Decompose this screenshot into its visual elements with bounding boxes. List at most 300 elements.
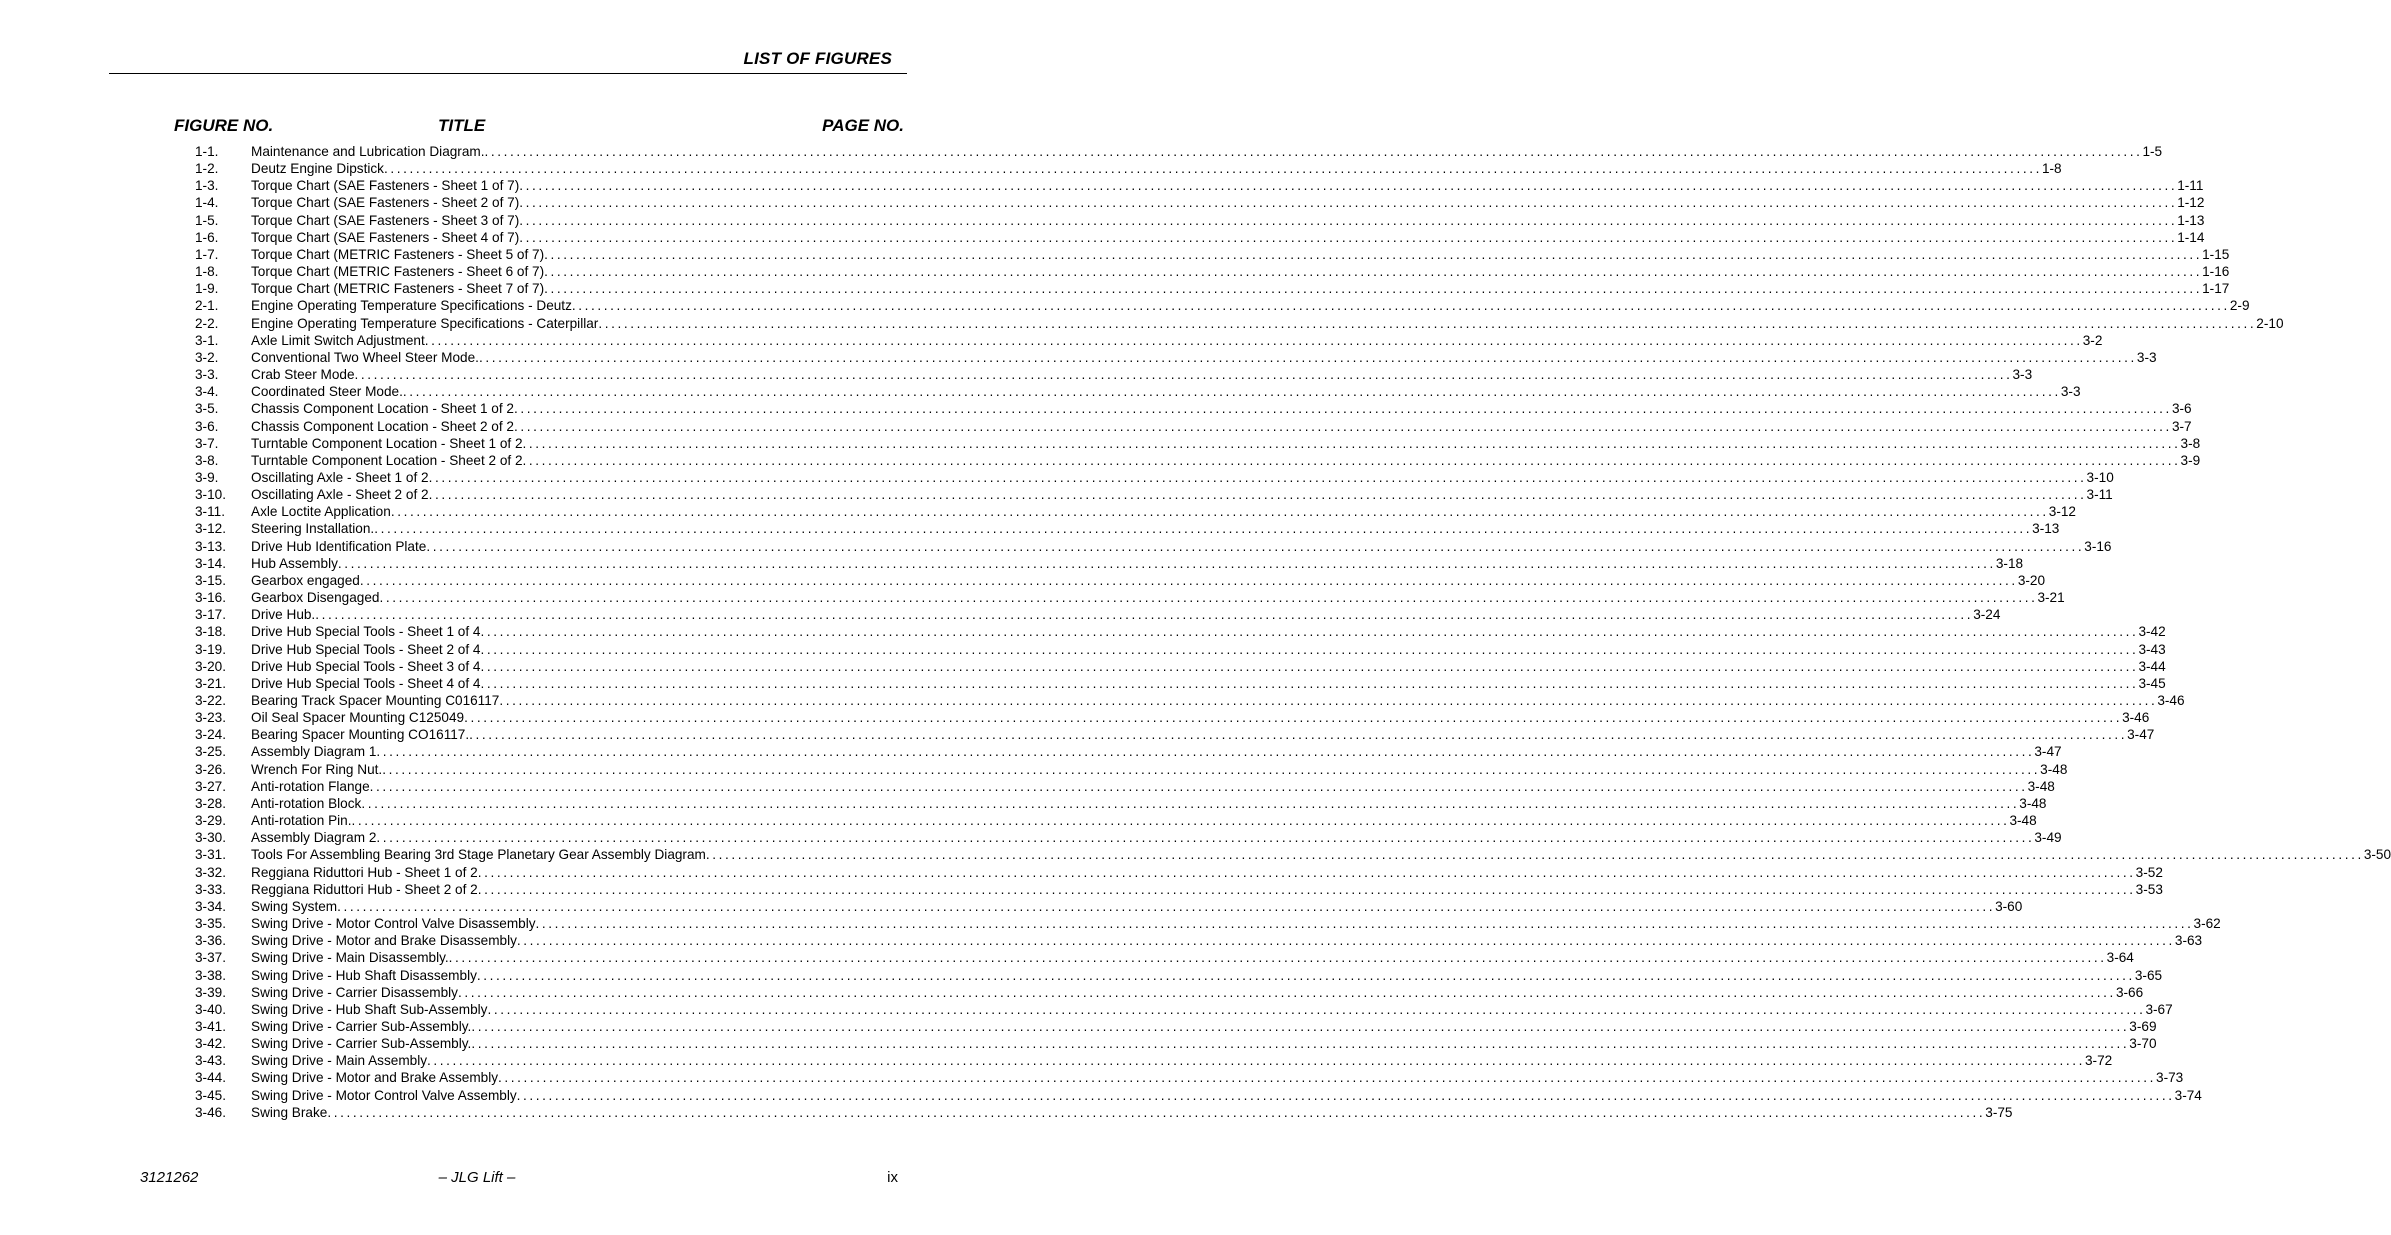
entry-leader-line — [251, 366, 2033, 383]
entry-leader-line — [251, 229, 2205, 246]
entry-leader-line — [251, 143, 2163, 160]
page-number: 3-42 — [2138, 624, 2166, 640]
entry-leader-line — [251, 864, 2163, 881]
entry-leader-line — [251, 726, 2155, 743]
page-number: 1-8 — [2041, 161, 2062, 177]
page-number: 3-53 — [2135, 881, 2163, 897]
entry-leader-line — [251, 538, 2112, 555]
page-number: 3-50 — [2363, 847, 2391, 863]
figure-title: Drive Hub Identification Plate — [251, 538, 427, 554]
list-item — [0, 846, 2391, 863]
dot-leader: .................................................................................................................................................................................................................................................................... — [516, 1087, 2175, 1103]
page-number: 1-12 — [2177, 195, 2205, 211]
list-item — [0, 898, 2023, 915]
figure-number: 2-1. — [195, 298, 219, 314]
entry-leader-line — [251, 641, 2166, 658]
figure-number: 3-28. — [195, 795, 226, 811]
dot-leader: .................................................................................................................................................................................................................................................................... — [471, 1018, 2130, 1034]
dot-leader: .................................................................................................................................................................................................................................................................... — [519, 229, 2178, 245]
entry-leader-line — [251, 709, 2150, 726]
entry-leader-line — [251, 177, 2204, 194]
list-item — [0, 469, 2114, 486]
list-item — [0, 177, 2204, 194]
entry-leader-line — [251, 795, 2047, 812]
figure-number: 3-9. — [195, 469, 219, 485]
entry-leader-line — [251, 452, 2201, 469]
dot-leader: .................................................................................................................................................................................................................................................................... — [428, 469, 2087, 485]
list-item — [0, 486, 2113, 503]
page-number: 3-48 — [2040, 761, 2068, 777]
dot-leader: .................................................................................................................................................................................................................................................................... — [464, 710, 2123, 726]
figure-title: Swing Drive - Carrier Disassembly — [251, 984, 458, 1000]
figure-number: 3-31. — [195, 847, 226, 863]
page-number: 3-46 — [2122, 710, 2150, 726]
figure-title: Drive Hub Special Tools - Sheet 3 of 4 — [251, 658, 481, 674]
page-number: 3-70 — [2129, 1036, 2157, 1052]
figure-number: 3-1. — [195, 332, 219, 348]
figure-title: Swing Drive - Motor Control Valve Disassembly — [251, 916, 536, 932]
figure-number: 3-2. — [195, 349, 219, 365]
figure-title: Torque Chart (METRIC Fasteners - Sheet 5 of 7) — [251, 246, 545, 262]
entry-leader-line — [251, 761, 2068, 778]
figure-title: Swing Drive - Main Assembly — [251, 1053, 428, 1069]
figure-number: 3-42. — [195, 1036, 226, 1052]
page-number: 3-66 — [2115, 984, 2144, 1000]
dot-leader: .................................................................................................................................................................................................................................................................... — [383, 161, 2042, 177]
entry-leader-line — [251, 297, 2250, 314]
figure-title: Steering Installation. — [251, 521, 375, 537]
figure-title: Turntable Component Location - Sheet 2 of 2 — [251, 452, 523, 468]
page-number: 3-10 — [2086, 469, 2114, 485]
list-item — [0, 949, 2134, 966]
figure-number: 1-5. — [195, 212, 219, 228]
list-item — [0, 726, 2155, 743]
figure-title: Swing Drive - Carrier Sub-Assembly. — [251, 1018, 472, 1034]
entry-leader-line — [251, 280, 2230, 297]
figure-title: Swing Drive - Motor and Brake Disassembly — [251, 933, 517, 949]
list-item — [0, 915, 2221, 932]
figure-title: Engine Operating Temperature Specifications - Caterpillar — [251, 315, 599, 331]
entry-leader-line — [251, 263, 2230, 280]
page-number: 3-49 — [2034, 830, 2062, 846]
figure-number: 3-16. — [195, 590, 226, 606]
footer-doc-number: 3121262 — [140, 1169, 199, 1186]
list-item — [0, 709, 2150, 726]
dot-leader: .................................................................................................................................................................................................................................................................... — [499, 693, 2158, 708]
entry-leader-line — [251, 898, 2023, 915]
page-number: 1-17 — [2202, 281, 2230, 297]
entry-leader-line — [251, 846, 2391, 863]
dot-leader: .................................................................................................................................................................................................................................................................... — [354, 367, 2013, 383]
dot-leader: .................................................................................................................................................................................................................................................................... — [315, 607, 1974, 623]
page-number: 3-69 — [2129, 1018, 2157, 1034]
dot-leader: .................................................................................................................................................................................................................................................................... — [379, 590, 2038, 606]
figure-number: 3-19. — [195, 641, 226, 657]
figure-number: 3-11. — [195, 504, 225, 520]
figure-number: 3-40. — [195, 1001, 226, 1017]
figure-number: 3-22. — [195, 693, 226, 708]
figure-title: Oscillating Axle - Sheet 2 of 2 — [251, 487, 429, 503]
page-number: 2-10 — [2256, 315, 2284, 331]
figure-number: 3-8. — [195, 452, 219, 468]
entry-leader-line — [251, 1035, 2157, 1052]
dot-leader: .................................................................................................................................................................................................................................................................... — [544, 264, 2203, 280]
entry-leader-line — [251, 623, 2166, 640]
figure-number: 3-33. — [195, 881, 226, 897]
entry-leader-line — [251, 194, 2205, 211]
list-item — [0, 743, 2062, 760]
figure-number: 3-45. — [195, 1087, 226, 1103]
list-item — [0, 967, 2163, 984]
page-number: 3-11 — [2086, 487, 2113, 503]
entry-leader-line — [251, 984, 2144, 1001]
figure-title: Swing Drive - Hub Shaft Disassembly — [251, 967, 477, 983]
dot-leader: .................................................................................................................................................................................................................................................................... — [519, 212, 2178, 228]
list-item — [0, 829, 2062, 846]
dot-leader: .................................................................................................................................................................................................................................................................... — [571, 298, 2230, 314]
figure-number: 3-41. — [195, 1018, 226, 1034]
page-number: 3-7 — [2171, 418, 2192, 434]
entry-leader-line — [251, 829, 2062, 846]
figure-title: Torque Chart (METRIC Fasteners - Sheet 6 of 7) — [251, 264, 545, 280]
dot-leader: .................................................................................................................................................................................................................................................................... — [351, 813, 2010, 829]
figure-number: 3-29. — [195, 813, 226, 829]
list-item — [0, 1087, 2202, 1104]
page-number: 1-16 — [2202, 264, 2230, 280]
dot-leader: .................................................................................................................................................................................................................................................................... — [469, 727, 2128, 743]
page-number: 3-64 — [2106, 950, 2134, 966]
dot-leader: .................................................................................................................................................................................................................................................................... — [428, 487, 2087, 503]
page-number: 3-75 — [1985, 1104, 2013, 1120]
list-item — [0, 143, 2163, 160]
list-item — [0, 1001, 2173, 1018]
entry-leader-line — [251, 812, 2037, 829]
dot-leader: .................................................................................................................................................................................................................................................................... — [478, 349, 2137, 365]
figure-number: 3-34. — [195, 898, 226, 914]
list-item — [0, 881, 2163, 898]
list-item — [0, 761, 2068, 778]
figure-title: Hub Assembly — [251, 555, 338, 571]
figure-title: Drive Hub Special Tools - Sheet 1 of 4 — [251, 624, 481, 640]
page-number: 3-47 — [2127, 727, 2155, 743]
figure-title: Swing Drive - Hub Shaft Sub-Assembly — [251, 1001, 488, 1017]
dot-leader: .................................................................................................................................................................................................................................................................... — [376, 830, 2035, 846]
dot-leader: .................................................................................................................................................................................................................................................................... — [480, 624, 2139, 640]
entry-leader-line — [251, 212, 2205, 229]
page-number: 3-21 — [2037, 590, 2065, 606]
figure-title: Swing Drive - Motor Control Valve Assembly — [251, 1087, 517, 1103]
entry-leader-line — [251, 400, 2192, 417]
dot-leader: .................................................................................................................................................................................................................................................................... — [337, 898, 1996, 914]
figure-number: 3-30. — [195, 830, 226, 846]
entry-leader-line — [251, 967, 2163, 984]
entry-leader-line — [251, 572, 2046, 589]
dot-leader: .................................................................................................................................................................................................................................................................... — [374, 521, 2033, 537]
entry-leader-line — [251, 658, 2166, 675]
entry-leader-line — [251, 675, 2166, 692]
dot-leader: .................................................................................................................................................................................................................................................................... — [519, 195, 2178, 211]
page-number: 3-63 — [2174, 933, 2203, 949]
page-number: 3-46 — [2157, 693, 2185, 708]
entry-leader-line — [251, 1018, 2157, 1035]
list-item — [0, 1104, 2013, 1121]
entry-leader-line — [251, 915, 2221, 932]
dot-leader: .................................................................................................................................................................................................................................................................... — [382, 761, 2041, 777]
list-item — [0, 212, 2205, 229]
figure-list — [0, 143, 2391, 1121]
list-item — [0, 246, 2230, 263]
list-item — [0, 572, 2046, 589]
figure-title: Coordinated Steer Mode. — [251, 384, 403, 400]
list-item — [0, 229, 2205, 246]
dot-leader: .................................................................................................................................................................................................................................................................... — [519, 178, 2178, 194]
entry-leader-line — [251, 160, 2062, 177]
list-item — [0, 332, 2103, 349]
dot-leader: .................................................................................................................................................................................................................................................................... — [498, 1070, 2157, 1086]
page-number: 3-13 — [2032, 521, 2060, 537]
figure-number: 3-13. — [195, 538, 226, 554]
figure-number: 3-26. — [195, 761, 226, 777]
figure-number: 3-38. — [195, 967, 226, 983]
figure-title: Reggiana Riduttori Hub - Sheet 1 of 2 — [251, 864, 478, 880]
figure-title: Torque Chart (SAE Fasteners - Sheet 4 of 7) — [251, 229, 520, 245]
dot-leader: .................................................................................................................................................................................................................................................................... — [424, 332, 2083, 348]
page-number: 3-45 — [2138, 675, 2166, 691]
figure-number: 3-18. — [195, 624, 226, 640]
dot-leader: .................................................................................................................................................................................................................................................................... — [544, 281, 2203, 297]
figure-title: Torque Chart (SAE Fasteners - Sheet 2 of 7) — [251, 195, 520, 211]
figure-title: Torque Chart (METRIC Fasteners - Sheet 7 of 7) — [251, 281, 545, 297]
page-number: 2-9 — [2229, 298, 2250, 314]
list-item — [0, 675, 2166, 692]
column-header-title: TITLE — [438, 116, 486, 135]
figure-number: 3-46. — [195, 1104, 226, 1120]
entry-leader-line — [251, 743, 2062, 760]
list-item — [0, 658, 2166, 675]
figure-title: Crab Steer Mode — [251, 367, 355, 383]
figure-title: Turntable Component Location - Sheet 1 of 2 — [251, 435, 523, 451]
dot-leader: .................................................................................................................................................................................................................................................................... — [598, 315, 2257, 331]
figure-title: Chassis Component Location - Sheet 1 of 2 — [251, 401, 514, 417]
page-number: 3-48 — [2019, 795, 2047, 811]
figure-number: 3-7. — [195, 435, 219, 451]
figure-title: Deutz Engine Dipstick — [251, 161, 384, 177]
figure-number: 2-2. — [195, 315, 219, 331]
list-item — [0, 435, 2201, 452]
list-item — [0, 1069, 2184, 1086]
page-number: 3-44 — [2138, 658, 2166, 674]
dot-leader: .................................................................................................................................................................................................................................................................... — [522, 452, 2181, 468]
entry-leader-line — [251, 932, 2203, 949]
dot-leader: .................................................................................................................................................................................................................................................................... — [516, 933, 2175, 949]
dot-leader: .................................................................................................................................................................................................................................................................... — [522, 435, 2181, 451]
figure-title: Chassis Component Location - Sheet 2 of 2 — [251, 418, 514, 434]
list-item — [0, 812, 2037, 829]
entry-leader-line — [251, 520, 2060, 537]
figure-number: 3-35. — [195, 916, 226, 932]
figure-title: Assembly Diagram 2 — [251, 830, 377, 846]
page-number: 3-8 — [2180, 435, 2201, 451]
entry-leader-line — [251, 1104, 2013, 1121]
page-number: 3-52 — [2135, 864, 2163, 880]
page-number: 3-65 — [2134, 967, 2163, 983]
figure-number: 3-37. — [195, 950, 226, 966]
figure-number: 3-4. — [195, 384, 219, 400]
list-item — [0, 280, 2230, 297]
entry-leader-line — [251, 486, 2113, 503]
figure-title: Torque Chart (SAE Fasteners - Sheet 1 of 7) — [251, 178, 520, 194]
figure-number: 1-9. — [195, 281, 219, 297]
dot-leader: .................................................................................................................................................................................................................................................................... — [448, 950, 2107, 966]
page-number: 3-67 — [2145, 1001, 2173, 1017]
page-number: 1-11 — [2177, 178, 2204, 194]
list-item — [0, 263, 2230, 280]
figure-title: Maintenance and Lubrication Diagram. — [251, 144, 485, 159]
figure-number: 3-5. — [195, 401, 219, 417]
footer-center-text: – JLG Lift – — [438, 1169, 516, 1186]
dot-leader: .................................................................................................................................................................................................................................................................... — [361, 795, 2020, 811]
figure-number: 3-32. — [195, 864, 226, 880]
figure-number: 1-6. — [195, 229, 219, 245]
entry-leader-line — [251, 469, 2114, 486]
page-number: 3-3 — [2060, 384, 2081, 400]
figure-number: 1-1. — [195, 144, 219, 159]
page-number: 1-15 — [2202, 246, 2230, 262]
dot-leader: .................................................................................................................................................................................................................................................................... — [476, 967, 2135, 983]
dot-leader: .................................................................................................................................................................................................................................................................... — [513, 401, 2172, 417]
figure-number: 1-2. — [195, 161, 219, 177]
dot-leader: .................................................................................................................................................................................................................................................................... — [477, 864, 2136, 880]
entry-leader-line — [251, 418, 2192, 435]
page-number: 1-14 — [2177, 229, 2205, 245]
list-item — [0, 984, 2144, 1001]
figure-number: 3-24. — [195, 727, 226, 743]
figure-number: 3-21. — [195, 675, 226, 691]
figure-title: Conventional Two Wheel Steer Mode. — [251, 349, 479, 365]
page-number: 3-43 — [2138, 641, 2166, 657]
figure-title: Axle Loctite Application — [251, 504, 391, 520]
figure-title: Gearbox Disengaged — [251, 590, 380, 606]
figure-title: Torque Chart (SAE Fasteners - Sheet 3 of 7) — [251, 212, 520, 228]
dot-leader: .................................................................................................................................................................................................................................................................... — [427, 1053, 2085, 1069]
figure-title: Tools For Assembling Bearing 3rd Stage Planetary Gear Assembly Diagram — [251, 847, 706, 863]
figure-title: Reggiana Riduttori Hub - Sheet 2 of 2 — [251, 881, 478, 897]
entry-leader-line — [251, 349, 2157, 366]
entry-leader-line — [251, 246, 2230, 263]
dot-leader: .................................................................................................................................................................................................................................................................... — [327, 1104, 1986, 1120]
entry-leader-line — [251, 778, 2055, 795]
figure-title: Anti-rotation Block — [251, 795, 362, 811]
figure-title: Oscillating Axle - Sheet 1 of 2 — [251, 469, 429, 485]
entry-leader-line — [251, 503, 2076, 520]
page-number: 3-16 — [2084, 538, 2112, 554]
figure-title: Swing Brake — [251, 1104, 328, 1120]
header-rule — [109, 73, 907, 74]
entry-leader-line — [251, 881, 2163, 898]
dot-leader: .................................................................................................................................................................................................................................................................... — [544, 246, 2203, 262]
entry-leader-line — [251, 383, 2081, 400]
column-header-page-no: PAGE NO. — [822, 116, 904, 135]
list-item — [0, 452, 2201, 469]
entry-leader-line — [251, 949, 2134, 966]
figure-title: Assembly Diagram 1 — [251, 744, 377, 760]
page-number: 3-18 — [1995, 555, 2024, 571]
figure-number: 3-25. — [195, 744, 226, 760]
dot-leader: .................................................................................................................................................................................................................................................................... — [337, 555, 1996, 571]
list-item — [0, 589, 2065, 606]
entry-leader-line — [251, 1001, 2173, 1018]
list-item — [0, 1035, 2157, 1052]
figure-title: Swing Drive - Main Disassembly. — [251, 950, 449, 966]
figure-title: Swing Drive - Carrier Sub-Assembly. — [251, 1036, 472, 1052]
page-number: 3-48 — [2027, 778, 2055, 794]
page-number: 3-3 — [2136, 349, 2157, 365]
list-item — [0, 864, 2163, 881]
figure-title: Oil Seal Spacer Mounting C125049 — [251, 710, 465, 726]
list-item — [0, 160, 2062, 177]
figure-number: 3-44. — [195, 1070, 226, 1086]
entry-leader-line — [251, 555, 2024, 572]
figure-title: Swing System — [251, 898, 338, 914]
figure-number: 3-3. — [195, 367, 219, 383]
dot-leader: .................................................................................................................................................................................................................................................................... — [369, 778, 2028, 794]
list-item — [0, 606, 2001, 623]
entry-leader-line — [251, 332, 2103, 349]
dot-leader: .................................................................................................................................................................................................................................................................... — [426, 538, 2085, 554]
page-number: 1-13 — [2177, 212, 2205, 228]
dot-leader: .................................................................................................................................................................................................................................................................... — [477, 881, 2136, 897]
page-number: 3-20 — [2017, 572, 2046, 588]
dot-leader: .................................................................................................................................................................................................................................................................... — [390, 504, 2049, 520]
list-item — [0, 692, 2185, 709]
page-header-title: LIST OF FIGURES — [743, 49, 892, 68]
figure-title: Drive Hub Special Tools - Sheet 4 of 4 — [251, 675, 481, 691]
list-item — [0, 383, 2081, 400]
page-number: 3-6 — [2171, 401, 2192, 417]
dot-leader: .................................................................................................................................................................................................................................................................... — [705, 847, 2364, 863]
entry-leader-line — [251, 315, 2284, 332]
list-item — [0, 418, 2192, 435]
list-item — [0, 315, 2284, 332]
entry-leader-line — [251, 589, 2065, 606]
figure-title: Gearbox engaged — [251, 572, 360, 588]
figure-number: 3-43. — [195, 1053, 226, 1069]
dot-leader: .................................................................................................................................................................................................................................................................... — [513, 418, 2172, 434]
figure-number: 3-6. — [195, 418, 219, 434]
page-number: 3-24 — [1973, 607, 2001, 623]
page-number: 3-73 — [2156, 1070, 2184, 1086]
page-number: 3-74 — [2174, 1087, 2202, 1103]
list-item — [0, 555, 2024, 572]
figure-number: 3-10. — [195, 487, 226, 503]
page-number: 1-5 — [2142, 144, 2163, 159]
figure-number: 3-36. — [195, 933, 226, 949]
figure-title: Drive Hub. — [251, 607, 316, 623]
figure-title: Swing Drive - Motor and Brake Assembly — [251, 1070, 499, 1086]
dot-leader: .................................................................................................................................................................................................................................................................... — [487, 1001, 2146, 1017]
list-item — [0, 538, 2112, 555]
list-item — [0, 194, 2205, 211]
entry-leader-line — [251, 692, 2185, 709]
dot-leader: .................................................................................................................................................................................................................................................................... — [471, 1036, 2130, 1052]
list-item — [0, 520, 2060, 537]
figure-title: Bearing Track Spacer Mounting C016117 — [251, 693, 500, 708]
page-number: 3-60 — [1995, 898, 2023, 914]
figure-title: Wrench For Ring Nut. — [251, 761, 383, 777]
dot-leader: .................................................................................................................................................................................................................................................................... — [484, 144, 2143, 159]
figure-number: 1-4. — [195, 195, 219, 211]
figure-number: 1-7. — [195, 246, 219, 262]
